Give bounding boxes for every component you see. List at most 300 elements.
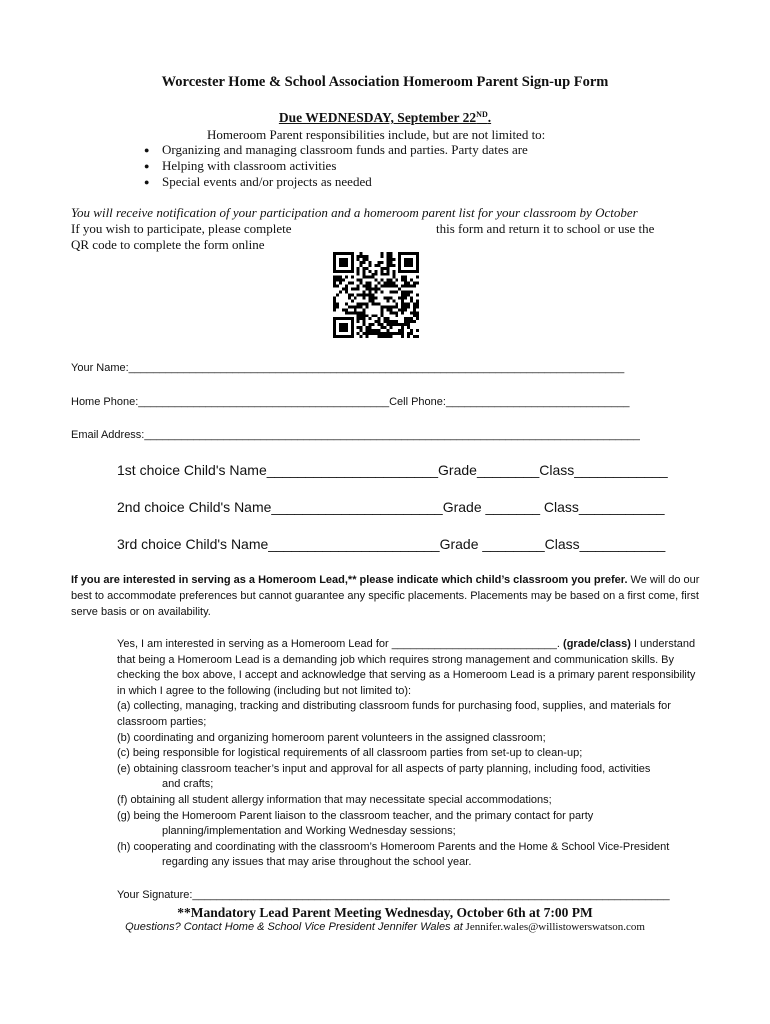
- qr-module: [339, 329, 342, 332]
- qr-module: [375, 320, 378, 323]
- qr-module: [366, 276, 369, 279]
- list-item: (e) obtaining classroom teacher’s input and approval for all aspects of party planning, including food, activities: [117, 762, 651, 775]
- qr-module: [369, 285, 372, 288]
- qr-module: [404, 317, 407, 320]
- lead-agreement-intro: [117, 637, 707, 699]
- qr-module: [360, 264, 363, 267]
- lead-interest-bold: If you are interested in serving as a Homeroom Lead,** please indicate which child’s classroom you prefer.: [71, 574, 628, 586]
- qr-module: [380, 335, 383, 338]
- qr-module: [357, 294, 360, 297]
- qr-module: [354, 308, 357, 311]
- qr-module: [372, 296, 375, 299]
- list-item-continuation: regarding any issues that may arise throughout the school year.: [162, 856, 472, 869]
- qr-module: [395, 291, 398, 294]
- qr-module: [401, 326, 404, 329]
- qr-module: [404, 264, 407, 267]
- qr-module: [389, 320, 392, 323]
- qr-module: [383, 317, 386, 320]
- list-item: (a) collecting, managing, tracking and distributing classroom funds for purchasing food, supplies, and materials for classroom parties;: [117, 700, 671, 728]
- qr-module: [357, 305, 360, 308]
- qr-module: [380, 261, 383, 264]
- qr-module: [389, 279, 392, 282]
- qr-module: [348, 305, 351, 308]
- qr-module: [407, 302, 410, 305]
- qr-module: [392, 282, 395, 285]
- qr-module: [416, 317, 419, 320]
- due-date-end: .: [487, 110, 492, 125]
- qr-module: [386, 267, 389, 270]
- qr-module: [333, 299, 336, 302]
- qr-module: [354, 288, 357, 291]
- qr-module: [339, 326, 342, 329]
- qr-module: [410, 320, 413, 323]
- qr-module: [401, 276, 404, 279]
- lead-interest-paragraph: [71, 572, 711, 620]
- qr-module: [360, 282, 363, 285]
- qr-module: [404, 252, 407, 255]
- qr-module: [386, 279, 389, 282]
- qr-module: [369, 299, 372, 302]
- qr-module: [363, 314, 366, 317]
- contact-line: [0, 921, 770, 933]
- qr-module: [401, 252, 404, 255]
- qr-module: [339, 323, 342, 326]
- qr-module: [383, 332, 386, 335]
- child-choice-2[interactable]: 2nd choice Child's Name______________________Grade _______ Class___________: [117, 499, 665, 515]
- qr-code-icon[interactable]: [333, 252, 419, 338]
- qr-module: [401, 329, 404, 332]
- qr-module: [372, 302, 375, 305]
- qr-module: [389, 282, 392, 285]
- child-choice-3[interactable]: 3rd choice Child's Name______________________Grade ________Class___________: [117, 536, 666, 552]
- qr-module: [369, 294, 372, 297]
- qr-module: [363, 258, 366, 261]
- qr-module: [389, 252, 392, 255]
- list-item-continuation: planning/implementation and Working Wednesday sessions;: [162, 825, 456, 838]
- qr-module: [366, 332, 369, 335]
- qr-module: [354, 311, 357, 314]
- qr-module: [386, 273, 389, 276]
- qr-module: [401, 285, 404, 288]
- qr-module: [360, 314, 363, 317]
- qr-module: [407, 291, 410, 294]
- list-item: (h) cooperating and coordinating with the classroom’s Homeroom Parents and the Home & School Vice-President: [117, 840, 670, 853]
- qr-module: [351, 305, 354, 308]
- qr-module: [395, 332, 398, 335]
- qr-module: [333, 305, 336, 308]
- qr-module: [366, 258, 369, 261]
- qr-module: [401, 291, 404, 294]
- qr-module: [351, 270, 354, 273]
- qr-module: [386, 252, 389, 255]
- qr-module: [339, 279, 342, 282]
- qr-module: [392, 323, 395, 326]
- qr-module: [395, 302, 398, 305]
- qr-module: [377, 335, 380, 338]
- qr-module: [389, 335, 392, 338]
- qr-module: [366, 267, 369, 270]
- qr-module: [342, 308, 345, 311]
- instructions-part1: If you wish to participate, please complete: [71, 221, 292, 236]
- qr-module: [357, 285, 360, 288]
- qr-module: [363, 291, 366, 294]
- qr-module: [392, 276, 395, 279]
- qr-module: [398, 329, 401, 332]
- qr-module: [333, 252, 336, 255]
- qr-module: [342, 264, 345, 267]
- qr-module: [351, 323, 354, 326]
- qr-module: [333, 317, 336, 320]
- qr-module: [380, 273, 383, 276]
- qr-module: [377, 288, 380, 291]
- qr-module: [375, 296, 378, 299]
- due-date-suffix: ND: [476, 110, 488, 119]
- signature-field[interactable]: Your Signature:______________________________________________________________________________: [117, 889, 670, 901]
- qr-module: [363, 285, 366, 288]
- qr-module: [333, 285, 336, 288]
- qr-module: [339, 270, 342, 273]
- lead-agreement-grade-class: (grade/class): [559, 638, 631, 650]
- qr-module: [380, 332, 383, 335]
- qr-module: [395, 305, 398, 308]
- qr-module: [342, 335, 345, 338]
- qr-module: [360, 335, 363, 338]
- name-field[interactable]: Your Name:_________________________________________________________________________________: [71, 362, 625, 374]
- qr-module: [380, 311, 383, 314]
- qr-module: [375, 291, 378, 294]
- qr-module: [333, 320, 336, 323]
- qr-module: [345, 326, 348, 329]
- qr-module: [407, 317, 410, 320]
- qr-module: [410, 258, 413, 261]
- qr-module: [377, 302, 380, 305]
- qr-module: [416, 261, 419, 264]
- qr-module: [404, 302, 407, 305]
- qr-module: [413, 285, 416, 288]
- qr-module: [383, 296, 386, 299]
- list-item: ● Helping with classroom activities: [144, 158, 528, 174]
- qr-module: [380, 314, 383, 317]
- meeting-notice: **Mandatory Lead Parent Meeting Wednesday, October 6th at 7:00 PM: [177, 905, 593, 920]
- list-item: (b) coordinating and organizing homeroom parent volunteers in the assigned classroom;: [117, 731, 546, 744]
- qr-module: [351, 264, 354, 267]
- qr-module: [375, 288, 378, 291]
- qr-module: [351, 335, 354, 338]
- qr-module: [339, 264, 342, 267]
- qr-module: [351, 258, 354, 261]
- qr-module: [407, 258, 410, 261]
- qr-module: [386, 255, 389, 258]
- qr-module: [413, 314, 416, 317]
- qr-module: [333, 335, 336, 338]
- qr-module: [345, 252, 348, 255]
- qr-module: [369, 326, 372, 329]
- qr-module: [416, 305, 419, 308]
- phone-fields[interactable]: Home Phone:_________________________________________Cell Phone:______________________________: [71, 396, 630, 408]
- qr-module: [345, 317, 348, 320]
- qr-module: [345, 258, 348, 261]
- instructions-part2: this form and return it to school or use the: [436, 221, 655, 236]
- qr-module: [348, 317, 351, 320]
- qr-module: [407, 332, 410, 335]
- list-item: (c) being responsible for logistical requirements of all classroom parties from set-up to clean-up;: [117, 747, 583, 760]
- qr-module: [410, 311, 413, 314]
- qr-module: [363, 317, 366, 320]
- qr-module: [360, 326, 363, 329]
- qr-module: [372, 299, 375, 302]
- qr-module: [380, 305, 383, 308]
- qr-module: [377, 323, 380, 326]
- qr-module: [372, 294, 375, 297]
- contact-text: Questions? Contact Home & School Vice President Jennifer Wales at: [125, 921, 463, 933]
- qr-module: [342, 329, 345, 332]
- child-choice-1[interactable]: 1st choice Child's Name______________________Grade________Class____________: [117, 462, 668, 478]
- qr-module: [345, 288, 348, 291]
- qr-module: [377, 332, 380, 335]
- qr-module: [351, 282, 354, 285]
- qr-module: [380, 252, 383, 255]
- qr-module: [392, 332, 395, 335]
- qr-module: [360, 317, 363, 320]
- qr-module: [416, 335, 419, 338]
- qr-module: [366, 302, 369, 305]
- qr-module: [342, 261, 345, 264]
- qr-module: [360, 252, 363, 255]
- list-item: ● Special events and/or projects as needed: [144, 174, 528, 190]
- qr-module: [401, 323, 404, 326]
- qr-module: [369, 329, 372, 332]
- qr-module: [416, 311, 419, 314]
- qr-module: [410, 332, 413, 335]
- qr-module: [398, 267, 401, 270]
- qr-module: [339, 252, 342, 255]
- qr-module: [407, 270, 410, 273]
- qr-module: [366, 285, 369, 288]
- qr-module: [357, 314, 360, 317]
- qr-module: [369, 264, 372, 267]
- qr-module: [336, 270, 339, 273]
- qr-module: [366, 282, 369, 285]
- qr-module: [410, 285, 413, 288]
- due-date-text: Due WEDNESDAY, September 22: [278, 110, 477, 125]
- qr-module: [375, 285, 378, 288]
- qr-module: [383, 267, 386, 270]
- qr-module: [404, 323, 407, 326]
- qr-module: [333, 296, 336, 299]
- qr-module: [404, 294, 407, 297]
- list-item: (f) obtaining all student allergy information that may necessitate special accommodations;: [117, 793, 552, 806]
- qr-module: [416, 267, 419, 270]
- qr-module: [348, 252, 351, 255]
- qr-module: [357, 317, 360, 320]
- qr-module: [333, 267, 336, 270]
- qr-module: [345, 291, 348, 294]
- qr-module: [348, 282, 351, 285]
- qr-module: [360, 294, 363, 297]
- qr-module: [351, 252, 354, 255]
- responsibilities-intro: Homeroom Parent responsibilities include, but are not limited to:: [207, 127, 546, 142]
- qr-module: [363, 296, 366, 299]
- qr-module: [339, 276, 342, 279]
- qr-module: [333, 302, 336, 305]
- qr-module: [410, 261, 413, 264]
- qr-module: [398, 261, 401, 264]
- qr-module: [410, 252, 413, 255]
- qr-module: [407, 320, 410, 323]
- lead-agreement-start[interactable]: Yes, I am interested in serving as a Homeroom Lead for ___________________________.: [117, 638, 560, 650]
- qr-module: [386, 335, 389, 338]
- form-title: Worcester Home & School Association Homeroom Parent Sign-up Form: [161, 74, 609, 90]
- qr-module: [389, 308, 392, 311]
- qr-module: [363, 255, 366, 258]
- qr-module: [351, 261, 354, 264]
- qr-module: [386, 258, 389, 261]
- qr-module: [383, 305, 386, 308]
- qr-module: [377, 261, 380, 264]
- qr-module: [369, 288, 372, 291]
- qr-module: [357, 326, 360, 329]
- qr-module: [357, 255, 360, 258]
- qr-module: [357, 320, 360, 323]
- qr-module: [333, 261, 336, 264]
- qr-module: [395, 320, 398, 323]
- qr-module: [363, 308, 366, 311]
- contact-email[interactable]: Jennifer.wales@willistowerswatson.com: [462, 921, 645, 933]
- qr-module: [363, 270, 366, 273]
- qr-module: [380, 291, 383, 294]
- qr-module: [401, 332, 404, 335]
- qr-module: [401, 335, 404, 338]
- qr-module: [383, 285, 386, 288]
- qr-module: [416, 282, 419, 285]
- qr-module: [351, 255, 354, 258]
- qr-module: [375, 279, 378, 282]
- qr-module: [398, 296, 401, 299]
- qr-module: [377, 329, 380, 332]
- qr-module: [395, 314, 398, 317]
- qr-module: [401, 302, 404, 305]
- qr-module: [360, 305, 363, 308]
- qr-module: [413, 320, 416, 323]
- qr-module: [369, 317, 372, 320]
- qr-module: [410, 296, 413, 299]
- qr-module: [401, 294, 404, 297]
- lead-agreement: [117, 637, 707, 871]
- qr-module: [407, 261, 410, 264]
- qr-module: [351, 311, 354, 314]
- qr-module: [383, 326, 386, 329]
- qr-module: [357, 288, 360, 291]
- qr-module: [369, 291, 372, 294]
- qr-module: [363, 302, 366, 305]
- qr-module: [372, 329, 375, 332]
- qr-module: [339, 335, 342, 338]
- qr-module: [386, 296, 389, 299]
- qr-module: [404, 305, 407, 308]
- qr-module: [342, 252, 345, 255]
- qr-module: [369, 270, 372, 273]
- qr-module: [389, 291, 392, 294]
- qr-module: [375, 302, 378, 305]
- qr-module: [357, 302, 360, 305]
- qr-module: [351, 299, 354, 302]
- qr-module: [333, 279, 336, 282]
- lead-agreement-text: I understand that being a Homeroom Lead is a demanding job which requires strong management and communication skills. By checking the box above, I accept and acknowledge that serving as a Homeroom Lead is a primary parent responsibility in which I agree to the following (including but not limited to):: [117, 638, 696, 697]
- qr-module: [392, 305, 395, 308]
- qr-module: [342, 258, 345, 261]
- qr-module: [380, 270, 383, 273]
- qr-module: [333, 270, 336, 273]
- qr-module: [410, 299, 413, 302]
- qr-module: [375, 332, 378, 335]
- qr-module: [360, 302, 363, 305]
- qr-module: [398, 323, 401, 326]
- qr-module: [375, 314, 378, 317]
- qr-module: [395, 279, 398, 282]
- qr-module: [345, 323, 348, 326]
- qr-module: [398, 270, 401, 273]
- qr-module: [413, 335, 416, 338]
- qr-module: [375, 329, 378, 332]
- qr-module: [345, 276, 348, 279]
- qr-module: [392, 258, 395, 261]
- qr-module: [407, 282, 410, 285]
- qr-module: [389, 296, 392, 299]
- qr-module: [407, 305, 410, 308]
- qr-module: [363, 332, 366, 335]
- qr-module: [342, 326, 345, 329]
- qr-module: [345, 329, 348, 332]
- qr-module: [386, 264, 389, 267]
- qr-module: [336, 276, 339, 279]
- qr-module: [342, 317, 345, 320]
- qr-module: [333, 258, 336, 261]
- qr-module: [351, 329, 354, 332]
- qr-module: [389, 326, 392, 329]
- qr-module: [366, 305, 369, 308]
- qr-module: [369, 282, 372, 285]
- qr-module: [404, 282, 407, 285]
- qr-module: [398, 264, 401, 267]
- qr-module: [389, 305, 392, 308]
- qr-module: [342, 270, 345, 273]
- qr-module: [351, 276, 354, 279]
- qr-module: [401, 308, 404, 311]
- qr-module: [416, 276, 419, 279]
- qr-module: [354, 305, 357, 308]
- qr-module: [389, 255, 392, 258]
- qr-module: [410, 270, 413, 273]
- qr-module: [416, 302, 419, 305]
- due-date: [0, 110, 770, 126]
- qr-module: [333, 329, 336, 332]
- qr-module: [333, 308, 336, 311]
- email-field[interactable]: Email Address:_________________________________________________________________________________: [71, 429, 640, 441]
- qr-module: [404, 279, 407, 282]
- qr-module: [407, 323, 410, 326]
- instructions-part3: QR code to complete the form online: [71, 237, 265, 252]
- qr-module: [389, 311, 392, 314]
- qr-module: [404, 276, 407, 279]
- qr-module: [398, 258, 401, 261]
- qr-module: [363, 311, 366, 314]
- qr-module: [375, 273, 378, 276]
- qr-module: [372, 273, 375, 276]
- qr-module: [366, 314, 369, 317]
- qr-module: [392, 273, 395, 276]
- qr-module: [345, 264, 348, 267]
- qr-module: [369, 332, 372, 335]
